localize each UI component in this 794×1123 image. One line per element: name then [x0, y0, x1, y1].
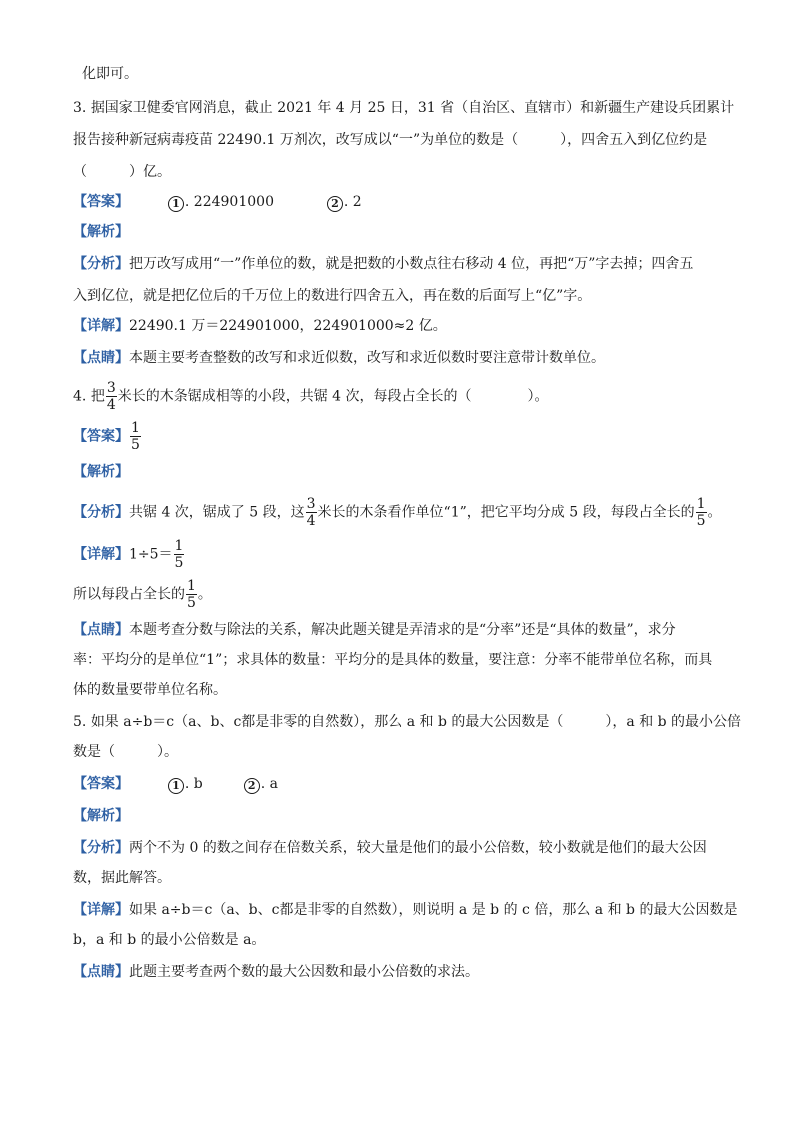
detail-row [73, 316, 447, 336]
fraction: $\frac{3}{4}$ [306, 496, 316, 529]
analysis-tag: 【解析】 [73, 808, 129, 824]
fenxi-text: 把万改写成用“一”作单位的数，就是把数的小数点往右移动 4 位，再把“万”字去掉；四舍五 [129, 256, 694, 272]
question-text-post: 米长的木条锯成相等的小段，共锯 4 次，每段占全长的（ ）。 [117, 388, 549, 405]
question-3-line-2: 报告接种新冠病毒疫苗 22490.1 万剂次，改写成以“一”为单位的数是（ ），四舍五入到亿位约是 [73, 132, 708, 148]
answer-tag: 【答案】 [73, 776, 129, 792]
question-number: 4. [73, 388, 87, 405]
answer-row [73, 774, 278, 794]
circled-number-2: 2 [327, 196, 343, 212]
fraction: $\frac{1}{5}$ [187, 578, 196, 611]
xiangjie-tag: 【详解】 [73, 902, 129, 918]
answer-tag: 【答案】 [73, 428, 129, 445]
answer-fraction: $\frac{1}{5}$ [131, 420, 140, 453]
xiangjie-text: 22490.1 万＝224901000，224901000≈2 亿。 [129, 318, 447, 334]
comment-row-cont: 体的数量要带单位名称。 [73, 682, 227, 698]
answer-row [73, 192, 362, 212]
dianjing-text: 本题主要考查整数的改写和求近似数，改写和求近似数时要注意带计数单位。 [129, 350, 605, 366]
question-number: 5. [73, 714, 87, 730]
analysis-tag: 【解析】 [73, 224, 129, 240]
question-text-pre: 把 [90, 388, 105, 405]
answer-row [73, 420, 142, 453]
analysis-tag: 【解析】 [73, 464, 129, 480]
comment-row-cont: 率：平均分的是单位“1”；求具体的数量：平均分的是具体的数量，要注意：分率不能带单位名称，而具 [73, 652, 713, 668]
comment-row: 【点睛】此题主要考查两个数的最大公因数和最小公倍数的求法。 [73, 964, 479, 980]
dianjing-tag: 【点睛】 [73, 964, 129, 980]
circled-number-1: 1 [168, 196, 184, 212]
fenxi-tag: 【分析】 [73, 256, 129, 272]
fraction: $\frac{1}{5}$ [696, 496, 706, 529]
comment-row [73, 348, 605, 368]
question-3-line-1 [73, 98, 734, 118]
question-number: 3. [73, 100, 87, 116]
dianjing-tag: 【点睛】 [73, 622, 129, 638]
conclusion-row: 所以每段占全长的 $\frac{1}{5}$ 。 [73, 578, 212, 611]
question-4-line-1 [73, 380, 549, 413]
question-text: 如果 a÷b＝c（a、b、c都是非零的自然数），那么 a 和 b 的最大公因数是（ ），a 和 b 的最小公倍 [90, 714, 742, 730]
analysis-fenxi-cont: 入到亿位，就是把亿位后的千万位上的数进行四舍五入，再在数的后面写上“亿”字。 [73, 288, 592, 304]
analysis-fenxi: 【分析】两个不为 0 的数之间存在倍数关系，较大量是他们的最小公倍数，较小数就是他们的最大公因 [73, 840, 707, 856]
xiangjie-tag: 【详解】 [73, 318, 129, 334]
answer-value-2: . 2 [343, 194, 362, 210]
circled-number-2: 2 [244, 778, 260, 794]
answer-tag: 【答案】 [73, 194, 129, 210]
analysis-fenxi [73, 254, 693, 274]
question-text: 据国家卫健委官网消息，截止 2021 年 4 月 25 日，31 省（自治区、直辖市）和新疆生产建设兵团累计 [90, 100, 735, 116]
fraction: $\frac{1}{5}$ [174, 538, 184, 571]
detail-row: 【详解】如果 a÷b＝c（a、b、c都是非零的自然数），则说明 a 是 b 的 c 倍，那么 a 和 b 的最大公因数是 [73, 902, 738, 918]
question-3-line-3: （ ）亿。 [73, 164, 171, 180]
detail-row-cont: b，a 和 b 的最小公倍数是 a。 [73, 932, 266, 948]
answer-value-1: . 224901000 [184, 194, 274, 210]
fenxi-tag: 【分析】 [73, 504, 129, 521]
circled-number-1: 1 [168, 778, 184, 794]
comment-row: 【点睛】本题考查分数与除法的关系，解决此题关键是弄清求的是“分率”还是“具体的数量”，求分 [73, 622, 676, 638]
dianjing-tag: 【点睛】 [73, 350, 129, 366]
answer-value-1: . b [184, 776, 203, 792]
question-5-line-2: 数是（ ）。 [73, 744, 178, 760]
fenxi-tag: 【分析】 [73, 840, 129, 856]
analysis-fenxi-cont: 数，据此解答。 [73, 870, 171, 886]
fraction: $\frac{3}{4}$ [106, 380, 116, 413]
answer-value-2: . a [260, 776, 278, 792]
analysis-fenxi: 【分析】共锯 4 次，锯成了 5 段，这 $\frac{3}{4}$ 米长的木条看作单位“1”，把它平均分成 5 段，每段占全长的 $\frac{1}{5}$ 。 [73, 496, 722, 529]
xiangjie-tag: 【详解】 [73, 546, 129, 563]
question-5-line-1 [73, 712, 741, 732]
detail-row: 【详解】1÷5＝ $\frac{1}{5}$ [73, 538, 184, 571]
prev-question-tail: 化即可。 [82, 66, 138, 82]
